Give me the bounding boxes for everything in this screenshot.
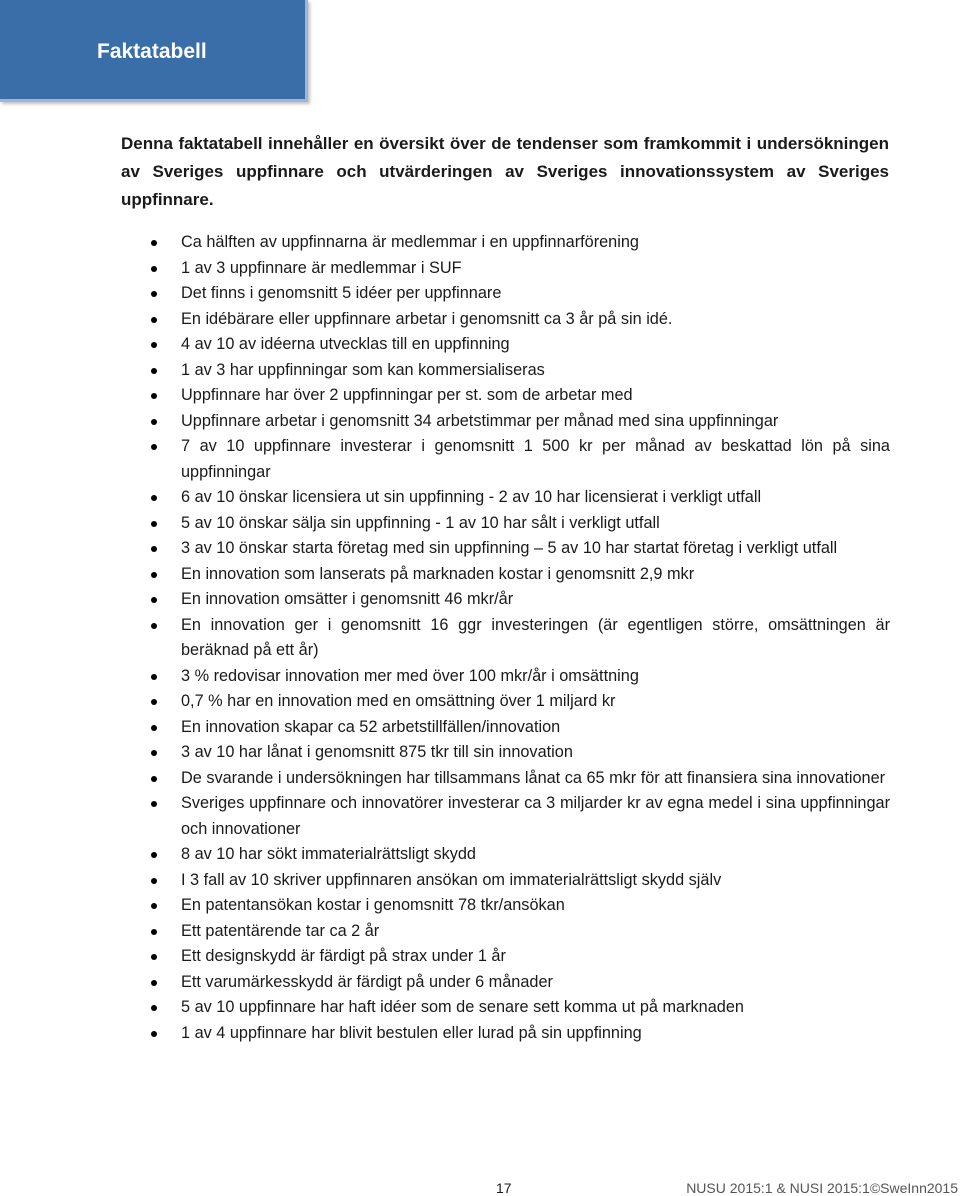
bullet-icon [151,546,157,552]
list-item: En innovation ger i genomsnitt 16 ggr investeringen (är egentligen större, omsättningen är beräknad på ett år) [148,613,890,664]
list-item: 4 av 10 av idéerna utvecklas till en uppfinning [148,332,890,358]
list-item: Ett varumärkesskydd är färdigt på under 6 månader [148,970,890,996]
list-item: 5 av 10 uppfinnare har haft idéer som de senare sett komma ut på marknaden [148,995,890,1021]
page-number: 17 [496,1180,512,1196]
list-item: Sveriges uppfinnare och innovatörer investerar ca 3 miljarder kr av egna medel i sina uppfinningar och innovationer [148,791,890,842]
list-item: 7 av 10 uppfinnare investerar i genomsnitt 1 500 kr per månad av beskattad lön på sina uppfinningar [148,434,890,485]
bullet-icon [151,801,157,807]
list-item: De svarande i undersökningen har tillsammans lånat ca 65 mkr för att finansiera sina innovationer [148,766,890,792]
bullet-icon [151,368,157,374]
list-item: En innovation skapar ca 52 arbetstillfällen/innovation [148,715,890,741]
list-item: En idébärare eller uppfinnare arbetar i genomsnitt ca 3 år på sin idé. [148,307,890,333]
bullet-icon [151,291,157,297]
bullet-icon [151,750,157,756]
list-item: Uppfinnare har över 2 uppfinningar per st. som de arbetar med [148,383,890,409]
list-item: 3 av 10 har lånat i genomsnitt 875 tkr till sin innovation [148,740,890,766]
list-item: 8 av 10 har sökt immaterialrättsligt skydd [148,842,890,868]
list-item: Ett designskydd är färdigt på strax under 1 år [148,944,890,970]
bullet-icon [151,1031,157,1037]
list-item: 3 % redovisar innovation mer med över 100 mkr/år i omsättning [148,664,890,690]
bullet-icon [151,699,157,705]
bullet-icon [151,240,157,246]
bullet-icon [151,495,157,501]
list-item: En innovation omsätter i genomsnitt 46 mkr/år [148,587,890,613]
bullet-icon [151,954,157,960]
list-item: I 3 fall av 10 skriver uppfinnaren ansökan om immaterialrättsligt skydd själv [148,868,890,894]
bullet-icon [151,572,157,578]
bullet-icon [151,597,157,603]
bullet-icon [151,444,157,450]
list-item: Ett patentärende tar ca 2 år [148,919,890,945]
bullet-icon [151,393,157,399]
bullet-icon [151,725,157,731]
list-item: 1 av 3 uppfinnare är medlemmar i SUF [148,256,890,282]
bullet-icon [151,521,157,527]
bullet-icon [151,266,157,272]
list-item: Ca hälften av uppfinnarna är medlemmar i en uppfinnarförening [148,230,890,256]
bullet-icon [151,929,157,935]
list-item: 5 av 10 önskar sälja sin uppfinning - 1 av 10 har sålt i verkligt utfall [148,511,890,537]
intro-paragraph: Denna faktatabell innehåller en översikt över de tendenser som framkommit i undersökningen av Sveriges uppfinnare och utvärderingen av Sveriges innovationssystem av Sveriges uppfinnare. [121,134,889,209]
bullet-icon [151,419,157,425]
footer-reference: NUSU 2015:1 & NUSI 2015:1©SweInn2015 [686,1180,958,1196]
bullet-icon [151,623,157,629]
facts-list [148,230,890,1046]
bullet-icon [151,903,157,909]
list-item: Det finns i genomsnitt 5 idéer per uppfinnare [148,281,890,307]
bullet-icon [151,776,157,782]
list-item: En innovation som lanserats på marknaden kostar i genomsnitt 2,9 mkr [148,562,890,588]
list-item: 6 av 10 önskar licensiera ut sin uppfinning - 2 av 10 har licensierat i verkligt utfall [148,485,890,511]
list-item: 0,7 % har en innovation med en omsättning över 1 miljard kr [148,689,890,715]
list-item: 1 av 4 uppfinnare har blivit bestulen eller lurad på sin uppfinning [148,1021,890,1047]
bullet-icon [151,852,157,858]
list-item: 1 av 3 har uppfinningar som kan kommersialiseras [148,358,890,384]
list-item: Uppfinnare arbetar i genomsnitt 34 arbetstimmar per månad med sina uppfinningar [148,409,890,435]
header-banner [0,0,308,102]
list-item: 3 av 10 önskar starta företag med sin uppfinning – 5 av 10 har startat företag i verkligt utfall [148,536,890,562]
page-title: Faktatabell [97,40,207,63]
bullet-icon [151,1005,157,1011]
bullet-icon [151,342,157,348]
bullet-icon [151,674,157,680]
bullet-icon [151,980,157,986]
bullet-icon [151,317,157,323]
bullet-icon [151,878,157,884]
list-item: En patentansökan kostar i genomsnitt 78 tkr/ansökan [148,893,890,919]
